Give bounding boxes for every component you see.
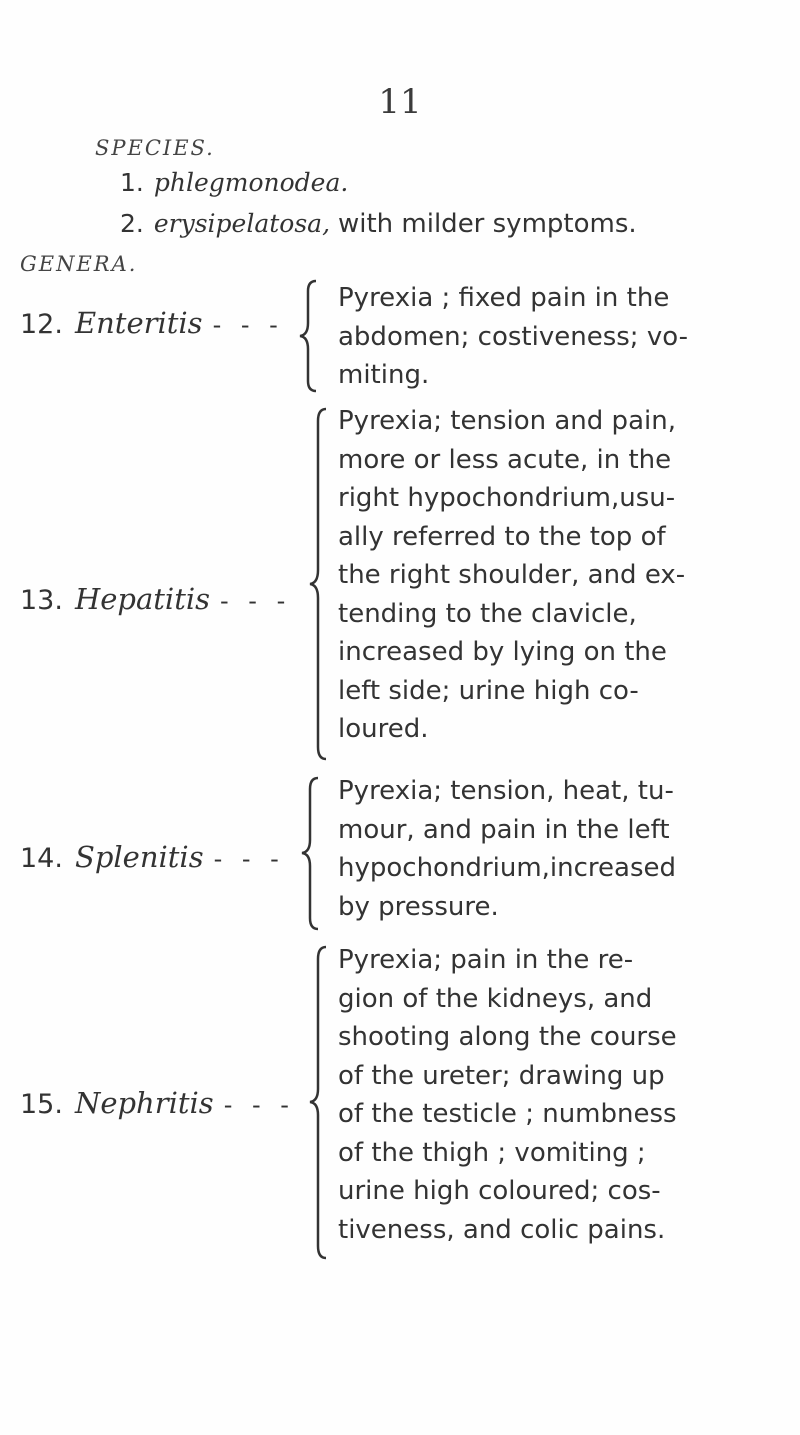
description-line: tending to the clavicle, [338, 598, 637, 629]
description-line: of the ureter; drawing up [338, 1060, 665, 1091]
description-line: of the thigh ; vomiting ; [338, 1137, 646, 1168]
description-splenitis [338, 772, 788, 926]
description-line: miting. [338, 360, 430, 390]
description-line: shooting along the course [338, 1022, 677, 1052]
leader-dashes: - - - [213, 845, 285, 873]
species-name: phlegmonodea. [153, 168, 349, 197]
genus-number: 15. [20, 1089, 63, 1120]
description-line: Pyrexia; tension, heat, tu- [338, 776, 674, 806]
leader-dashes: - - - [223, 1091, 295, 1119]
description-line: increased by lying on the [338, 637, 667, 667]
description-line: the right shoulder, and ex- [338, 560, 686, 590]
genus-number: 14. [20, 843, 63, 874]
species-item [120, 168, 348, 197]
description-line: ally referred to the top of [338, 521, 666, 552]
description-nephritis [338, 941, 788, 1249]
description-line: mour, and pain in the left [338, 814, 670, 845]
description-line: tiveness, and colic pains. [338, 1214, 666, 1245]
description-line: loured. [338, 714, 429, 744]
description-line: hypochondrium,increased [338, 853, 677, 883]
genus-number: 12. [20, 309, 63, 340]
species-number: 1. [120, 168, 144, 197]
leader-dashes: - - - [212, 311, 284, 339]
brace-icon [298, 277, 338, 395]
leader-dashes: - - - [220, 587, 292, 615]
genus-name: Splenitis [74, 840, 204, 874]
description-line: more or less acute, in the [338, 444, 672, 475]
description-line: right hypochondrium,usu- [338, 483, 676, 513]
genus-name: Nephritis [74, 1086, 214, 1120]
species-heading: SPECIES. [95, 136, 215, 160]
genus-number: 13. [20, 585, 63, 616]
description-line: by pressure. [338, 891, 499, 922]
description-line: Pyrexia ; fixed pain in the [338, 283, 670, 313]
genus-name: Hepatitis [74, 582, 210, 616]
genera-heading: GENERA. [20, 252, 138, 276]
genus-name: Enteritis [74, 306, 203, 340]
page-number: 11 [378, 82, 422, 122]
description-line: abdomen; costiveness; vo- [338, 321, 688, 352]
species-item [120, 209, 637, 239]
description-enteritis [338, 279, 788, 395]
genus-label-nephritis [20, 1086, 295, 1120]
genus-label-hepatitis [20, 582, 291, 616]
description-line: gion of the kidneys, and [338, 983, 653, 1014]
description-line: Pyrexia; tension and pain, [338, 406, 676, 436]
description-line: Pyrexia; pain in the re- [338, 945, 634, 975]
genus-label-enteritis [20, 306, 284, 340]
brace-icon [300, 774, 340, 934]
species-note: with milder symptoms. [337, 209, 637, 239]
description-line: left side; urine high co- [338, 675, 639, 706]
species-name: erysipelatosa, [153, 209, 331, 238]
species-number: 2. [120, 209, 144, 238]
description-line: of the testicle ; numbness [338, 1099, 677, 1129]
description-line: urine high coloured; cos- [338, 1176, 661, 1206]
description-hepatitis [338, 402, 788, 749]
genus-label-splenitis [20, 840, 285, 874]
